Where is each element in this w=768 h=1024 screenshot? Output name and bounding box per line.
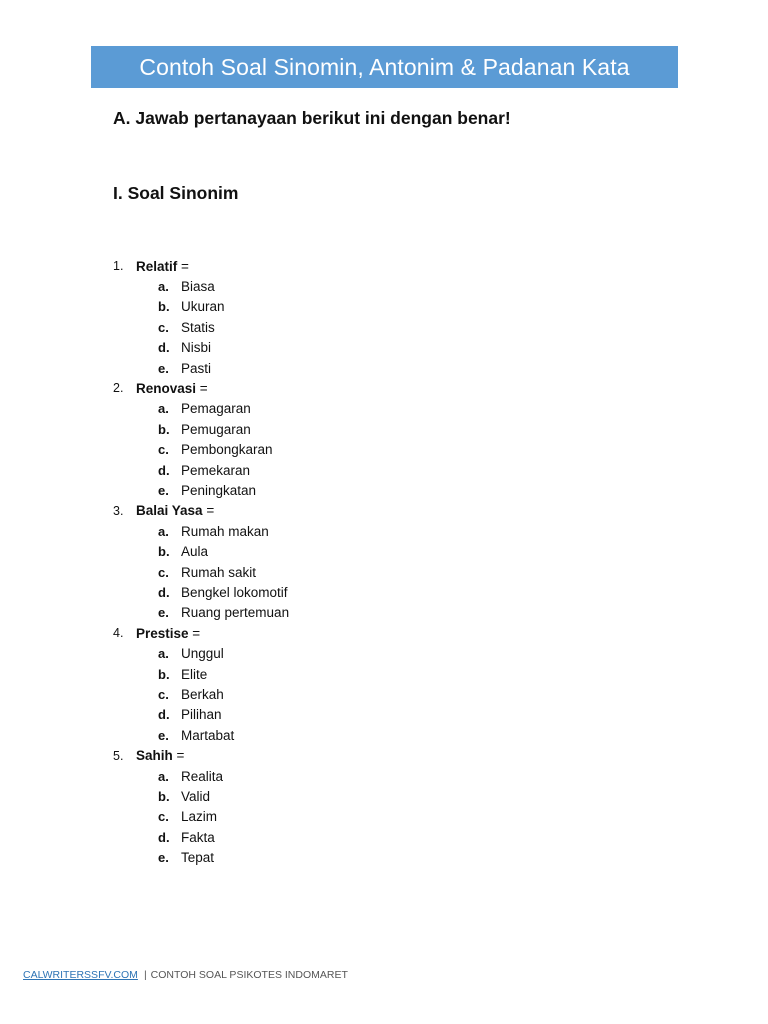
- option-letter: e.: [158, 605, 169, 621]
- footer-text: CONTOH SOAL PSIKOTES INDOMARET: [150, 969, 348, 981]
- question-term: [136, 381, 208, 396]
- option-letter: d.: [158, 584, 170, 600]
- option-text: Martabat: [181, 727, 235, 743]
- instruction-heading: A. Jawab pertanayaan berikut ini dengan benar!: [113, 108, 511, 128]
- answer-option: [0, 562, 768, 582]
- option-letter: b.: [158, 544, 170, 560]
- answer-option: [0, 338, 768, 358]
- option-letter: a.: [158, 401, 169, 417]
- option-text: Nisbi: [181, 340, 212, 356]
- option-text: Realita: [181, 768, 224, 784]
- option-letter: a.: [158, 278, 169, 294]
- question-equals: =: [202, 503, 215, 519]
- question-term-word: Prestise: [136, 625, 189, 641]
- option-text: Peningkatan: [181, 482, 257, 498]
- answer-option: [0, 358, 768, 378]
- option-text: Ukuran: [181, 299, 225, 315]
- answer-option: [0, 664, 768, 684]
- option-text: Rumah makan: [181, 523, 269, 539]
- answer-option: [0, 603, 768, 623]
- question-number: 2.: [113, 381, 124, 396]
- option-text: Pemugaran: [181, 421, 251, 437]
- option-letter: d.: [158, 340, 170, 356]
- question-term: [136, 748, 184, 763]
- answer-option: [0, 786, 768, 806]
- option-letter: e.: [158, 360, 169, 376]
- option-letter: d.: [158, 707, 170, 723]
- answer-option: [0, 460, 768, 480]
- answer-option: [0, 419, 768, 439]
- answer-option: [0, 582, 768, 602]
- question-equals: =: [196, 380, 208, 396]
- question-term-word: Sahih: [136, 748, 173, 764]
- option-letter: d.: [158, 462, 170, 478]
- option-text: Rumah sakit: [181, 564, 257, 580]
- answer-option: [0, 644, 768, 664]
- option-letter: c.: [158, 686, 169, 702]
- answer-option: [0, 848, 768, 868]
- option-text: Pilihan: [181, 707, 222, 723]
- option-text: Unggul: [181, 646, 224, 662]
- option-text: Pemagaran: [181, 401, 251, 417]
- option-letter: c.: [158, 442, 169, 458]
- option-text: Pemekaran: [181, 462, 251, 478]
- option-letter: b.: [158, 666, 170, 682]
- question-term: [136, 259, 189, 274]
- answer-option: [0, 807, 768, 827]
- question-term-word: Renovasi: [136, 380, 197, 396]
- answer-option: [0, 399, 768, 419]
- answer-option: [0, 521, 768, 541]
- option-letter: c.: [158, 319, 169, 335]
- question-item: [0, 746, 768, 766]
- option-letter: d.: [158, 829, 170, 845]
- question-term-word: Balai Yasa: [136, 503, 203, 519]
- option-text: Pasti: [181, 360, 212, 376]
- answer-option: [0, 766, 768, 786]
- option-text: Elite: [181, 666, 208, 682]
- option-text: Tepat: [181, 850, 215, 866]
- option-letter: a.: [158, 768, 169, 784]
- question-number: 3.: [113, 503, 124, 518]
- footer: [23, 969, 348, 981]
- option-letter: b.: [158, 421, 170, 437]
- option-text: Statis: [181, 319, 215, 335]
- option-text: Biasa: [181, 278, 215, 294]
- option-text: Fakta: [181, 829, 215, 845]
- question-number: 4.: [113, 626, 124, 641]
- option-letter: a.: [158, 646, 169, 662]
- question-item: [0, 256, 768, 276]
- option-text: Berkah: [181, 686, 224, 702]
- option-text: Ruang pertemuan: [181, 605, 290, 621]
- answer-option: [0, 317, 768, 337]
- section-title: I. Soal Sinonim: [113, 183, 239, 203]
- question-item: [0, 623, 768, 643]
- answer-option: [0, 480, 768, 500]
- option-letter: e.: [158, 482, 169, 498]
- option-letter: e.: [158, 850, 169, 866]
- option-letter: e.: [158, 727, 169, 743]
- answer-option: [0, 684, 768, 704]
- option-letter: a.: [158, 523, 169, 539]
- question-item: [0, 378, 768, 398]
- question-equals: =: [188, 625, 201, 641]
- option-text: Lazim: [181, 809, 218, 825]
- question-term: [136, 626, 200, 641]
- question-number: 5.: [113, 748, 124, 763]
- option-letter: b.: [158, 788, 170, 804]
- page-title: Contoh Soal Sinomin, Antonim & Padanan Kata: [139, 53, 630, 80]
- question-number: 1.: [113, 259, 124, 273]
- option-text: Bengkel lokomotif: [181, 584, 288, 600]
- question-term-word: Relatif: [136, 258, 178, 274]
- answer-option: [0, 827, 768, 847]
- footer-separator: |: [143, 969, 147, 981]
- question-equals: =: [177, 258, 189, 274]
- question-item: [0, 501, 768, 521]
- answer-option: [0, 705, 768, 725]
- question-term: [136, 503, 214, 518]
- option-letter: b.: [158, 299, 170, 315]
- question-equals: =: [172, 748, 185, 764]
- option-letter: c.: [158, 809, 169, 825]
- option-letter: c.: [158, 564, 169, 580]
- option-text: Valid: [181, 788, 211, 804]
- option-text: Pembongkaran: [181, 442, 273, 458]
- answer-option: [0, 440, 768, 460]
- answer-option: [0, 542, 768, 562]
- answer-option: [0, 297, 768, 317]
- footer-site-link[interactable]: CALWRITERSSFV.COM: [23, 969, 138, 981]
- option-text: Aula: [181, 544, 209, 560]
- answer-option: [0, 725, 768, 745]
- answer-option: [0, 276, 768, 296]
